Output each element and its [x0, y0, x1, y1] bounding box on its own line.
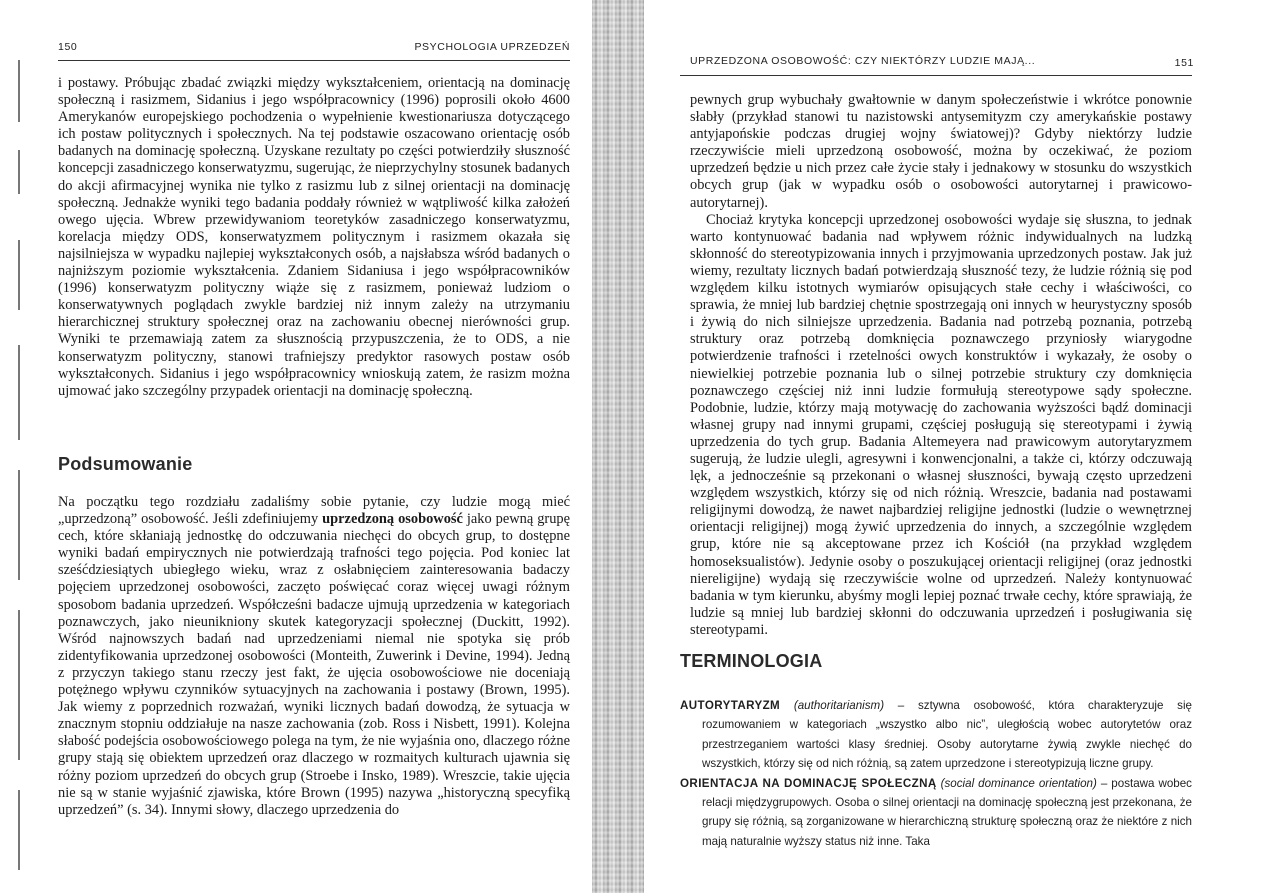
paragraph: i postawy. Próbując zbadać związki między wykształceniem, orientacją na dominację społeczną i rasizmem, Sidanius i jego współpracownicy (1996) poprosili około 4600 Amerykanów europejskiego pochodzenia o wypełnienie kwestionariusza dotyczącego ich postaw politycznych i społecznych. Na tej podstawie oszacowano orientację osób badanych na dominację społeczną. Uzyskane rezultaty po części potwierdziły słuszność koncepcji zasadniczego konserwatyzmu, sugerując, że nieprzychylny stosunek badanych do akcji afirmacyjnej wynika nie tylko z rasizmu lub z silnej orientacji na dominację społeczną. Jednakże wyniki tego badania poddały również w wątpliwość kilka założeń owego ujęcia. Wbrew przewidywaniom teoretyków zasadniczego konserwatyzmu, korelacja między ODS, konserwatyzmem politycznym i rasizmem okazała się najsilniejsza w wypadku najlepiej wykształconych osób, a najsłabsza wśród badanych o najniższym poziomie wykształcenia. Zdaniem Sidaniusa i jego współpracowników (1996) konserwatyzm polityczny wiąże się z rasizmem, ponieważ ludziom o konserwatywnych poglądach zwykle bardziej niż innym zależy na utrzymaniu hierarchicznej struktury społecznej oraz na zachowaniu obecnej nierówności grup. Wyniki te przemawiają zatem za słusznością przypuszczenia, że to ODS, a nie konserwatyzm polityczny, stanowi trafniejszy predyktor rasowych postaw osób wykształconych. Sidanius i jego współpracownicy wnioskują zatem, że rasizm można ujmować jako szczególny przypadek orientacji na dominację społeczną. — [58, 75, 570, 399]
glossary-entry — [680, 774, 1192, 852]
section-heading: TERMINOLOGIA — [680, 651, 823, 671]
section-heading: Podsumowanie — [58, 454, 193, 474]
scan-left-edge — [0, 0, 40, 893]
summary-paragraph — [58, 494, 570, 819]
header-rule — [680, 75, 1192, 76]
left-body-text — [58, 75, 570, 400]
glossary-definition: – sztywna osobowość, która charakteryzuje się rozumowaniem w kategoriach „wszystko albo nic”, uległością wobec autorytetów oraz przestrzeganiem wartości klasy średniej. Osoby autorytarne żywią zwykle niechęć do wszystkich, którzy się od nich różnią, są zatem uprzedzone i stereotypizują liczne grupy. — [702, 699, 1192, 771]
glossary-definition: – postawa wobec relacji międzygrupowych. Osoba o silnej orientacji na dominację społeczną jest przekonana, że grupy się różnią, są zorganizowane w hierarchiczną strukturę społeczną oraz że niektóre z nich mają naturalnie wyższy status niż inne. Taka — [702, 776, 1192, 848]
book-spine — [592, 0, 644, 893]
page-number: 151 — [1174, 57, 1194, 69]
summary-text-part: Na początku tego rozdziału zadaliśmy sobie pytanie, czy ludzie mogą mieć „uprzedzoną” osobowość. Jeśli zdefiniujemy — [58, 494, 570, 528]
glossary-translation: (social dominance orientation) — [940, 776, 1097, 790]
key-term: uprzedzoną osobowość — [322, 511, 463, 528]
header-rule — [58, 60, 570, 61]
paragraph: Chociaż krytyka koncepcji uprzedzonej osobowości wydaje się słuszna, to jednak warto kontynuować badania nad wpływem różnic indywidualnych na ludzką skłonność do stereotypizowania innych i przyjmowania uprzedzonych postaw. Jak już wiemy, rezultaty licznych badań potwierdzają słuszność tezy, że ludzie różnią się pod względem kilku istotnych wymiarów opisujących stałe cechy i właściwości, co sprawia, że mniej lub bardziej chętnie spostrzegają oni innych w heurystyczny sposób i żywią do nich silniejsze uprzedzenia. Badania nad potrzebą poznania, potrzebą struktury oraz potrzebą domknięcia poznawczego przyniosły wiarygodne potwierdzenie trafności i rzetelności owych konstruktów i wykazały, że osoby o niewielkiej potrzebie poznania lub o silnej potrzebie struktury czy domknięcia poznawczego częściej niż inni ludzie formułują stereotypowe sądy społeczne. Podobnie, ludzie, którzy mają motywację do zachowania wyższości bądź dominacji własnej grupy nad innymi grupami, częściej posługują się stereotypami i żywią uprzedzenia do tych grup. Badania Altemeyera nad prawicowym autorytaryzmem sugerują, że ludzie ulegli, agresywni i konwencjonalni, a także ci, którzy odczuwają lęk, a jednocześnie są przekonani o własnej słuszności, bywają często uprzedzeni względem wszystkich, którzy się od nich różnią. Wreszcie, badania nad postawami religijnymi dowodzą, że nawet najbardziej religijne jednostki (ludzie o wewnętrznej orientacji religijnej) mogą żywić uprzedzenia do innych, a szczególnie względem grup, które nie są akceptowane przez ich Kościół (na przykład względem homoseksualistów). Jedynie osoby o poszukującej orientacji religijnej (oraz jednostki niereligijne) wydają się rzeczywiście wolne od uprzedzeń. Należy kontynuować badania w tym kierunku, abyśmy mogli lepiej poznać trwałe cechy, które sprawiają, że ludzie są mniej lub bardziej skłonni do odczuwania uprzedzeń i posługiwania się stereotypami. — [690, 211, 1192, 638]
summary-text — [58, 494, 570, 819]
glossary-entry — [680, 696, 1192, 774]
summary-text-part: jako pewną grupę cech, które skłaniają jednostkę do odczuwania niechęci do obcych grup, to dostępne wyniki badań empirycznych nie potwierdzają trafności tego pojęcia. Pod koniec lat sześćdziesiątych ubiegłego wieku, wraz z osłabnięciem zainteresowania badaczy pojęciem uprzedzonej osobowości, zaczęto poświęcać coraz więcej uwagi różnym sposobom badania uprzedzeń. Współcześni badacze ujmują uprzedzenia w kategoriach poznawczych, jako nieunikniony skutek kategoryzacji społecznej (Duckitt, 1992). Wśród najnowszych badań nad uprzedzeniami niemal nie spotyka się prób zidentyfikowania uprzedzonej osobowości (Monteith, Zuwerink i Devine, 1994). Jedną z przyczyn takiego stanu rzeczy jest fakt, że ujęcia osobowościowe nie doceniają potężnego wpływu czynników sytuacyjnych na zachowania i postawy (Brown, 1995). Jak wiemy z poprzednich rozważań, wyniki licznych badań dowodzą, że sytuacja w znacznym stopniu oddziałuje na nasze zachowania (zob. Ross i Nisbett, 1991). Kolejna słabość podejścia osobowościowego polega na tym, że nie wyjaśnia ono, dlaczego różne grupy stają się obiektem uprzedzeń oraz dlaczego w rozmaitych kulturach ujawnia się różny poziom uprzedzeń do obcych grup (Stroebe i Insko, 1989). Wreszcie, takie ujęcia nie są w stanie wyjaśnić zjawiska, które Brown (1995) nazywa „historyczną specyfiką uprzedzeń” (s. 34). Innymi słowy, dlaczego uprzedzenia do — [58, 511, 570, 818]
page-number: 150 — [58, 41, 78, 53]
paragraph: pewnych grup wybuchały gwałtownie w danym społeczeństwie i wkrótce ponownie słabły (przykład stanowi tu nazistowski antysemityzm czy amerykańskie postawy antyjapońskie podczas drugiej wojny światowej)? Gdyby niektórzy ludzie rzeczywiście mieli uprzedzoną osobowość, można by oczekiwać, że poziom uprzedzeń będzie u nich przez całe życie stały i jednakowy w stosunku do wszystkich obcych grup (jak w wypadku osób o osobowości autorytarnej i prawicowo-autorytarnej). — [690, 92, 1192, 211]
glossary-translation: (authoritarianism) — [793, 699, 885, 712]
right-body-text — [690, 92, 1192, 639]
glossary — [680, 696, 1192, 851]
glossary-term: ORIENTACJA NA DOMINACJĘ SPOŁECZNĄ — [680, 776, 937, 790]
running-title: UPRZEDZONA OSOBOWOŚĆ: CZY NIEKTÓRZY LUDZIE MAJĄ... — [690, 55, 1036, 67]
glossary-term: AUTORYTARYZM — [680, 699, 781, 712]
running-title: PSYCHOLOGIA UPRZEDZEŃ — [414, 41, 570, 53]
